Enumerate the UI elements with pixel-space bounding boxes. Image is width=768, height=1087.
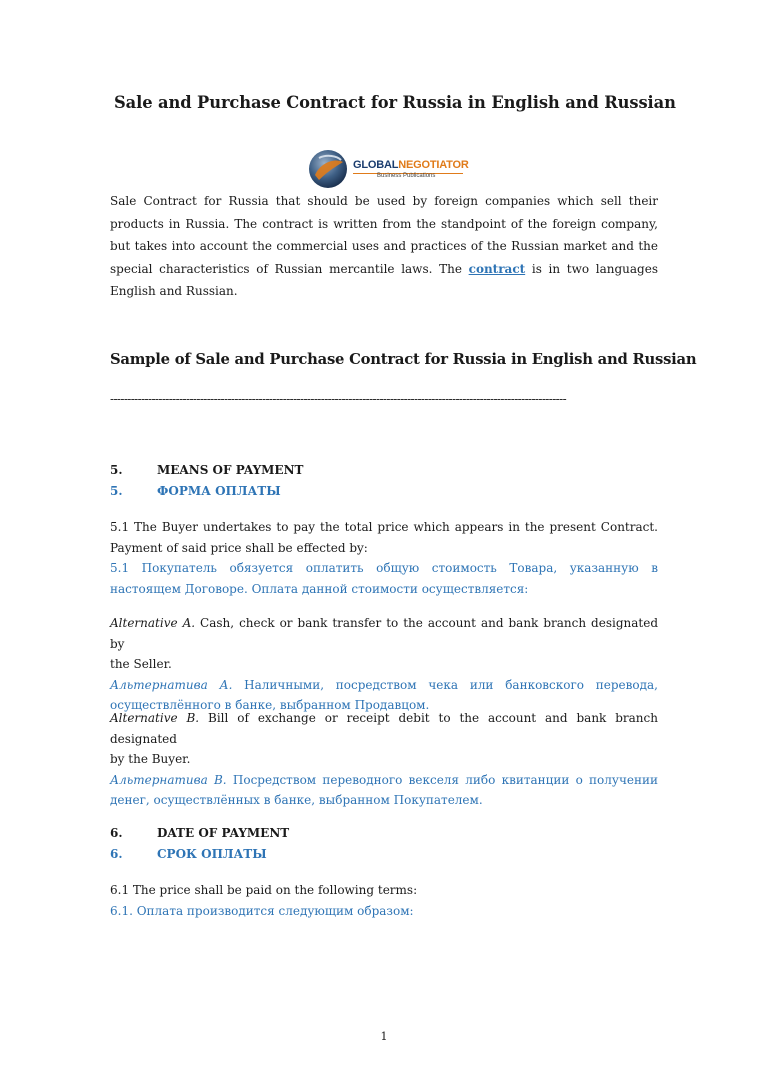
alternative-body: Посредством переводного векселя либо квитанции о получении	[226, 772, 658, 787]
clause-text-en: 6.1 The price shall be paid on the following terms:	[110, 883, 418, 897]
section-number: 5.	[110, 463, 123, 477]
logo-word-global: GLOBAL	[353, 159, 399, 171]
document-title: Sale and Purchase Contract for Russia in English and Russian	[114, 93, 676, 112]
intro-text-after: is in two languages English and Russian.	[110, 261, 659, 298]
section-number: 5.	[110, 484, 123, 498]
alternative-label: Alternative B.	[110, 711, 200, 725]
alternative-label: Альтернатива В.	[110, 772, 227, 787]
alternative-text-en	[110, 613, 658, 654]
separator-line: ------------------------------------------------------------------------------------------------------------------------------------	[110, 392, 567, 406]
contract-link[interactable]: contract	[468, 261, 526, 276]
alternative-text-en: by the Buyer.	[110, 752, 191, 766]
alternative-body: Наличными, посредством чека или банковского перевода,	[232, 677, 659, 692]
section-title: MEANS OF PAYMENT	[157, 463, 304, 477]
intro-text-before: Sale Contract for Russia that should be used by foreign companies which sell their products in Russia. The contract is written from the standpoint of the foreign company, but takes into account the commercial uses and practices of the Russian market and the special characteristics of Russian mercantile laws. The	[110, 194, 658, 276]
section-title: СРОК ОПЛАТЫ	[157, 847, 267, 861]
globalnegotiator-logo	[305, 148, 469, 192]
globe-logo-icon	[307, 148, 349, 190]
clause-text-ru: 5.1 Покупатель обязуется оплатить общую стоимость Товара, указанную в	[110, 561, 658, 575]
alternative-body: Bill of exchange or receipt debit to the account and bank branch designated	[110, 711, 658, 746]
clause-text-en: Payment of said price shall be effected by:	[110, 540, 368, 555]
intro-paragraph	[110, 190, 658, 303]
sample-subtitle: Sample of Sale and Purchase Contract for Russia in English and Russian	[110, 351, 697, 368]
section-number: 6.	[110, 847, 123, 861]
page-number: 1	[380, 1030, 388, 1043]
alternative-body: Cash, check or bank transfer to the account and bank branch designated by	[110, 616, 658, 651]
alternative-text-ru	[110, 770, 658, 791]
alternative-b	[110, 708, 658, 811]
alternative-text-ru	[110, 675, 658, 696]
clause-text-en: 5.1 The Buyer undertakes to pay the total price which appears in the present Contract.	[110, 520, 658, 534]
logo-wordmark	[353, 159, 469, 171]
alternative-text-ru: денег, осуществлённых в банке, выбранном Покупателем.	[110, 793, 483, 807]
clause-text-ru: 6.1. Оплата производится следующим образом:	[110, 903, 414, 918]
logo-word-negotiator: NEGOTIATOR	[398, 159, 469, 171]
alternative-text-ru: осуществлённого в банке, выбранном Продавцом.	[110, 698, 430, 712]
clause-text-ru: настоящем Договоре. Оплата данной стоимости осуществляется:	[110, 581, 529, 596]
alternative-text-en: the Seller.	[110, 657, 172, 671]
alternative-label: Alternative A.	[110, 616, 196, 630]
section6-heading-ru	[110, 844, 658, 864]
alternative-a	[110, 613, 658, 716]
clause-5-1	[110, 517, 658, 599]
section6-heading-en	[110, 823, 658, 843]
alternative-label: Альтернатива А.	[110, 677, 233, 692]
logo-subtitle: Business Publications	[377, 173, 436, 179]
section-title: ФОРМА ОПЛАТЫ	[157, 484, 281, 498]
clause-6-1	[110, 880, 658, 921]
alternative-text-en	[110, 708, 658, 749]
section5-heading-ru	[110, 481, 658, 501]
section5-heading-en	[110, 460, 658, 480]
section-number: 6.	[110, 826, 123, 840]
section-title: DATE OF PAYMENT	[157, 826, 290, 840]
